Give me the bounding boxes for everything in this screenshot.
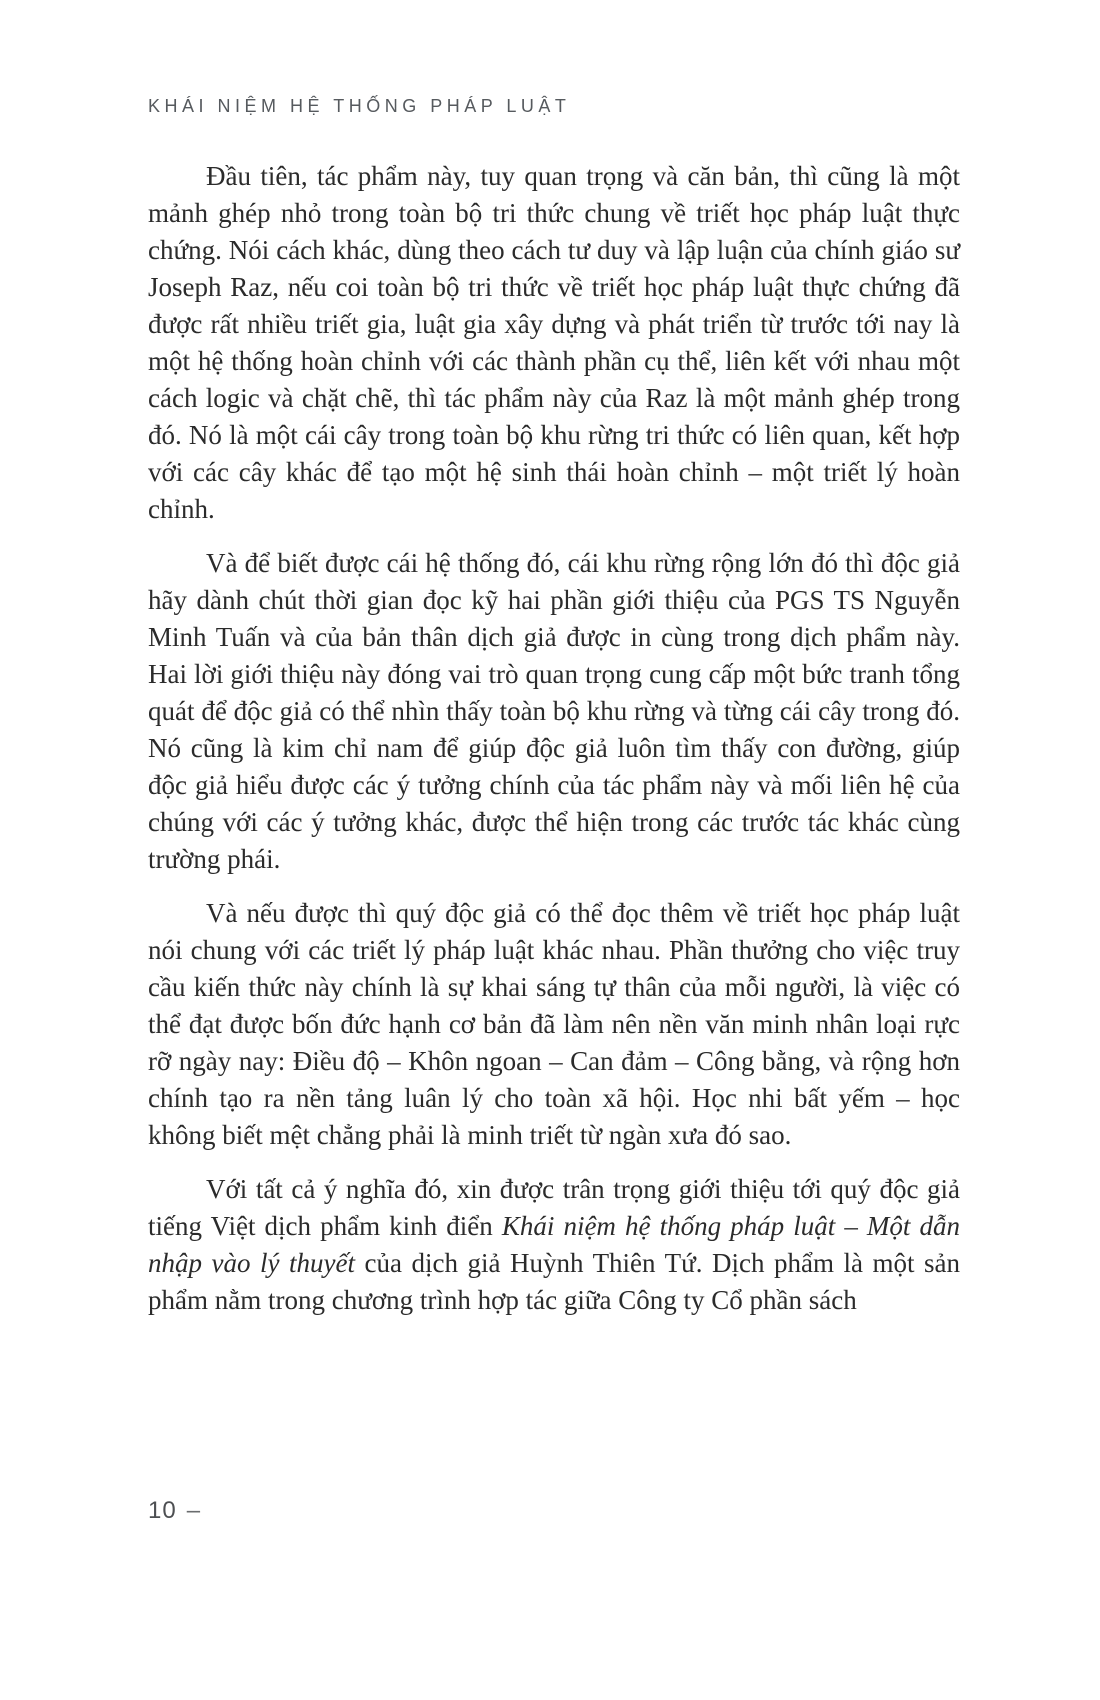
page-footer	[148, 1497, 201, 1525]
paragraph-4	[148, 1171, 960, 1319]
paragraph-3: Và nếu được thì quý độc giả có thể đọc thêm về triết học pháp luật nói chung với các triết lý pháp luật khác nhau. Phần thưởng cho việc truy cầu kiến thức này chính là sự khai sáng tự thân của mỗi người, là việc có thể đạt được bốn đức hạnh cơ bản đã làm nên nền văn minh nhân loại rực rỡ ngày nay: Điều độ – Khôn ngoan – Can đảm – Công bằng, và rộng hơn chính tạo ra nền tảng luân lý cho toàn xã hội. Học nhi bất yếm – học không biết mệt chẳng phải là minh triết từ ngàn xưa đó sao.	[148, 898, 960, 1150]
page-number-dash: –	[186, 1497, 202, 1524]
running-header-title: KHÁI NIỆM HỆ THỐNG PHÁP LUẬT	[148, 96, 571, 116]
paragraph-4-text-after: của dịch giả Huỳnh Thiên Tứ. Dịch phẩm là một sản phẩm nằm trong chương trình hợp tác giữa Công ty Cổ phần sách	[148, 1248, 961, 1315]
paragraph-1: Đầu tiên, tác phẩm này, tuy quan trọng và căn bản, thì cũng là một mảnh ghép nhỏ trong toàn bộ tri thức chung về triết học pháp luật thực chứng. Nói cách khác, dùng theo cách tư duy và lập luận của chính giáo sư Joseph Raz, nếu coi toàn bộ tri thức về triết học pháp luật thực chứng đã được rất nhiều triết gia, luật gia xây dựng và phát triển từ trước tới nay là một hệ thống hoàn chỉnh với các thành phần cụ thể, liên kết với nhau một cách logic và chặt chẽ, thì tác phẩm này của Raz là một mảnh ghép trong đó. Nó là một cái cây trong toàn bộ khu rừng tri thức có liên quan, kết hợp với các cây khác để tạo một hệ sinh thái hoàn chỉnh – một triết lý hoàn chỉnh.	[148, 161, 960, 524]
paragraph-4-text-before: Với tất cả ý nghĩa đó, xin được trân trọng giới thiệu tới quý độc giả tiếng Việt dịch phẩm kinh điển	[148, 1174, 960, 1241]
book-title-italic: Khái niệm hệ thống pháp luật – Một dẫn nhập vào lý thuyết	[148, 1211, 960, 1278]
page-content	[148, 158, 960, 1336]
page-number: 10	[148, 1497, 177, 1524]
paragraph-2: Và để biết được cái hệ thống đó, cái khu rừng rộng lớn đó thì độc giả hãy dành chút thời gian đọc kỹ hai phần giới thiệu của PGS TS Nguyễn Minh Tuấn và của bản thân dịch giả được in cùng trong dịch phẩm này. Hai lời giới thiệu này đóng vai trò quan trọng cung cấp một bức tranh tổng quát để độc giả có thể nhìn thấy toàn bộ khu rừng và từng cái cây trong đó. Nó cũng là kim chỉ nam để giúp độc giả luôn tìm thấy con đường, giúp độc giả hiểu được các ý tưởng chính của tác phẩm này và mối liên hệ của chúng với các ý tưởng khác, được thể hiện trong các trước tác khác cùng trường phái.	[148, 548, 960, 874]
